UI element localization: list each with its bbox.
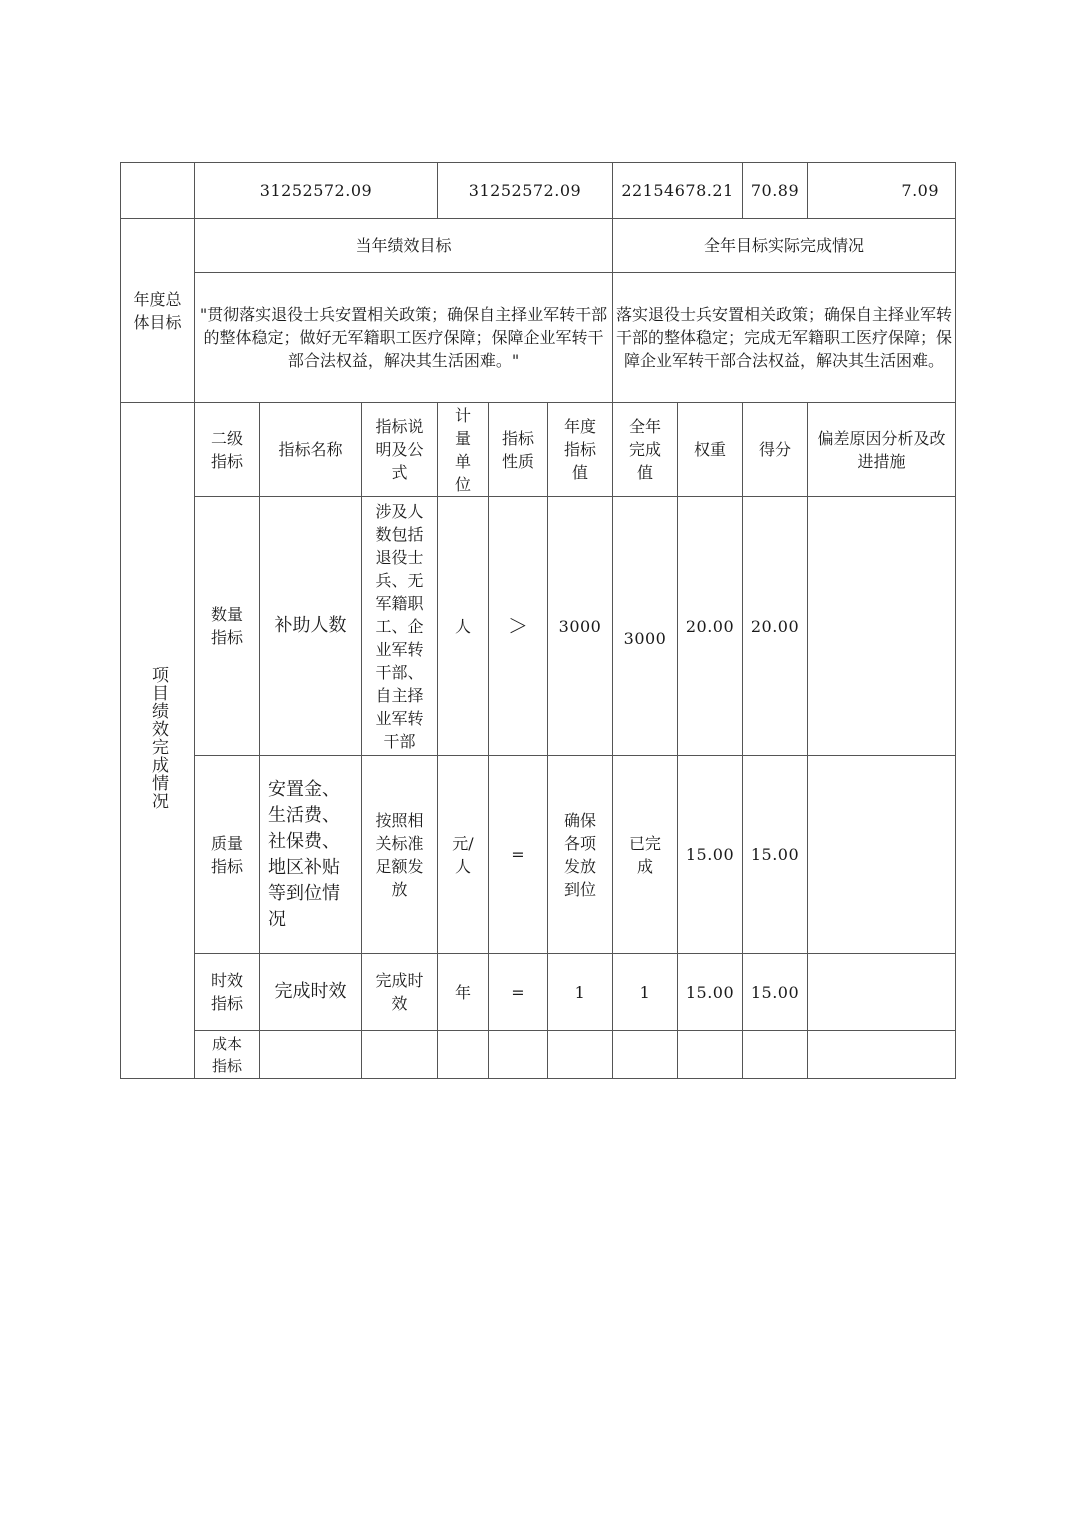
row-actual <box>613 1031 678 1079</box>
row-weight: 15.00 <box>678 954 743 1031</box>
row-score: 20.00 <box>743 497 808 756</box>
row-level2: 数量指标 <box>195 497 260 756</box>
row-weight: 15.00 <box>678 756 743 954</box>
annual-actual-text: 落实退役士兵安置相关政策；确保自主择业军转干部的整体稳定；完成无军籍职工医疗保障；保障企业军转干部合法权益，解决其生活困难。 <box>613 273 956 403</box>
row-level2: 质量指标 <box>195 756 260 954</box>
row-nature: = <box>489 954 548 1031</box>
row-unit <box>438 1031 489 1079</box>
row-name: 安置金、生活费、社保费、地区补贴等到位情况 <box>260 756 362 954</box>
row-analysis <box>808 756 956 954</box>
budget-value-1: 31252572.09 <box>195 163 438 219</box>
header-weight: 权重 <box>678 403 743 497</box>
row-score: 15.00 <box>743 954 808 1031</box>
row-target: 3000 <box>548 497 613 756</box>
row-desc: 完成时效 <box>362 954 438 1031</box>
table-row <box>121 954 956 1031</box>
header-name: 指标名称 <box>260 403 362 497</box>
row-name <box>260 1031 362 1079</box>
header-score: 得分 <box>743 403 808 497</box>
row-level2: 成本指标 <box>195 1031 260 1079</box>
row-score: 15.00 <box>743 756 808 954</box>
annual-actual-header: 全年目标实际完成情况 <box>613 219 956 273</box>
row-unit: 人 <box>438 497 489 756</box>
annual-goal-text: "贯彻落实退役士兵安置相关政策；确保自主择业军转干部的整体稳定；做好无军籍职工医疗保障；保障企业军转干部合法权益，解决其生活困难。" <box>195 273 613 403</box>
header-target: 年度指标值 <box>548 403 613 497</box>
table-row <box>121 1031 956 1079</box>
row-weight: 20.00 <box>678 497 743 756</box>
perf-label: 项目绩效完成情况 <box>148 665 168 810</box>
annual-goal-label: 年度总体目标 <box>121 219 195 403</box>
budget-value-4: 70.89 <box>743 163 808 219</box>
header-level2: 二级指标 <box>195 403 260 497</box>
row-target: 确保各项发放到位 <box>548 756 613 954</box>
annual-goal-header: 当年绩效目标 <box>195 219 613 273</box>
indicator-header-row <box>121 403 956 497</box>
row-desc: 涉及人数包括退役士兵、无军籍职工、企业军转干部、自主择业军转干部 <box>362 497 438 756</box>
row-level2: 时效指标 <box>195 954 260 1031</box>
row-nature: = <box>489 756 548 954</box>
annual-goal-header-row <box>121 219 956 273</box>
header-analysis: 偏差原因分析及改进措施 <box>808 403 956 497</box>
performance-table <box>120 162 956 1079</box>
budget-row-label <box>121 163 195 219</box>
row-analysis <box>808 497 956 756</box>
budget-value-2: 31252572.09 <box>438 163 613 219</box>
budget-value-5: 7.09 <box>808 163 956 219</box>
row-name: 补助人数 <box>260 497 362 756</box>
table-row <box>121 756 956 954</box>
header-desc: 指标说明及公式 <box>362 403 438 497</box>
budget-value-3: 22154678.21 <box>613 163 743 219</box>
row-actual: 已完成 <box>613 756 678 954</box>
row-analysis <box>808 954 956 1031</box>
row-unit: 年 <box>438 954 489 1031</box>
header-nature: 指标性质 <box>489 403 548 497</box>
header-actual: 全年完成值 <box>613 403 678 497</box>
perf-label-cell <box>121 403 195 1079</box>
annual-goal-text-row <box>121 273 956 403</box>
row-actual: 1 <box>613 954 678 1031</box>
row-weight <box>678 1031 743 1079</box>
row-name: 完成时效 <box>260 954 362 1031</box>
table-row <box>121 497 956 756</box>
budget-row <box>121 163 956 219</box>
row-target: 1 <box>548 954 613 1031</box>
row-unit: 元/人 <box>438 756 489 954</box>
row-score <box>743 1031 808 1079</box>
row-target <box>548 1031 613 1079</box>
row-nature <box>489 1031 548 1079</box>
header-unit: 计量单位 <box>438 403 489 497</box>
row-desc: 按照相关标准足额发放 <box>362 756 438 954</box>
row-analysis <box>808 1031 956 1079</box>
row-nature: ＞ <box>489 497 548 756</box>
row-actual: 3000 <box>613 497 678 756</box>
row-desc <box>362 1031 438 1079</box>
